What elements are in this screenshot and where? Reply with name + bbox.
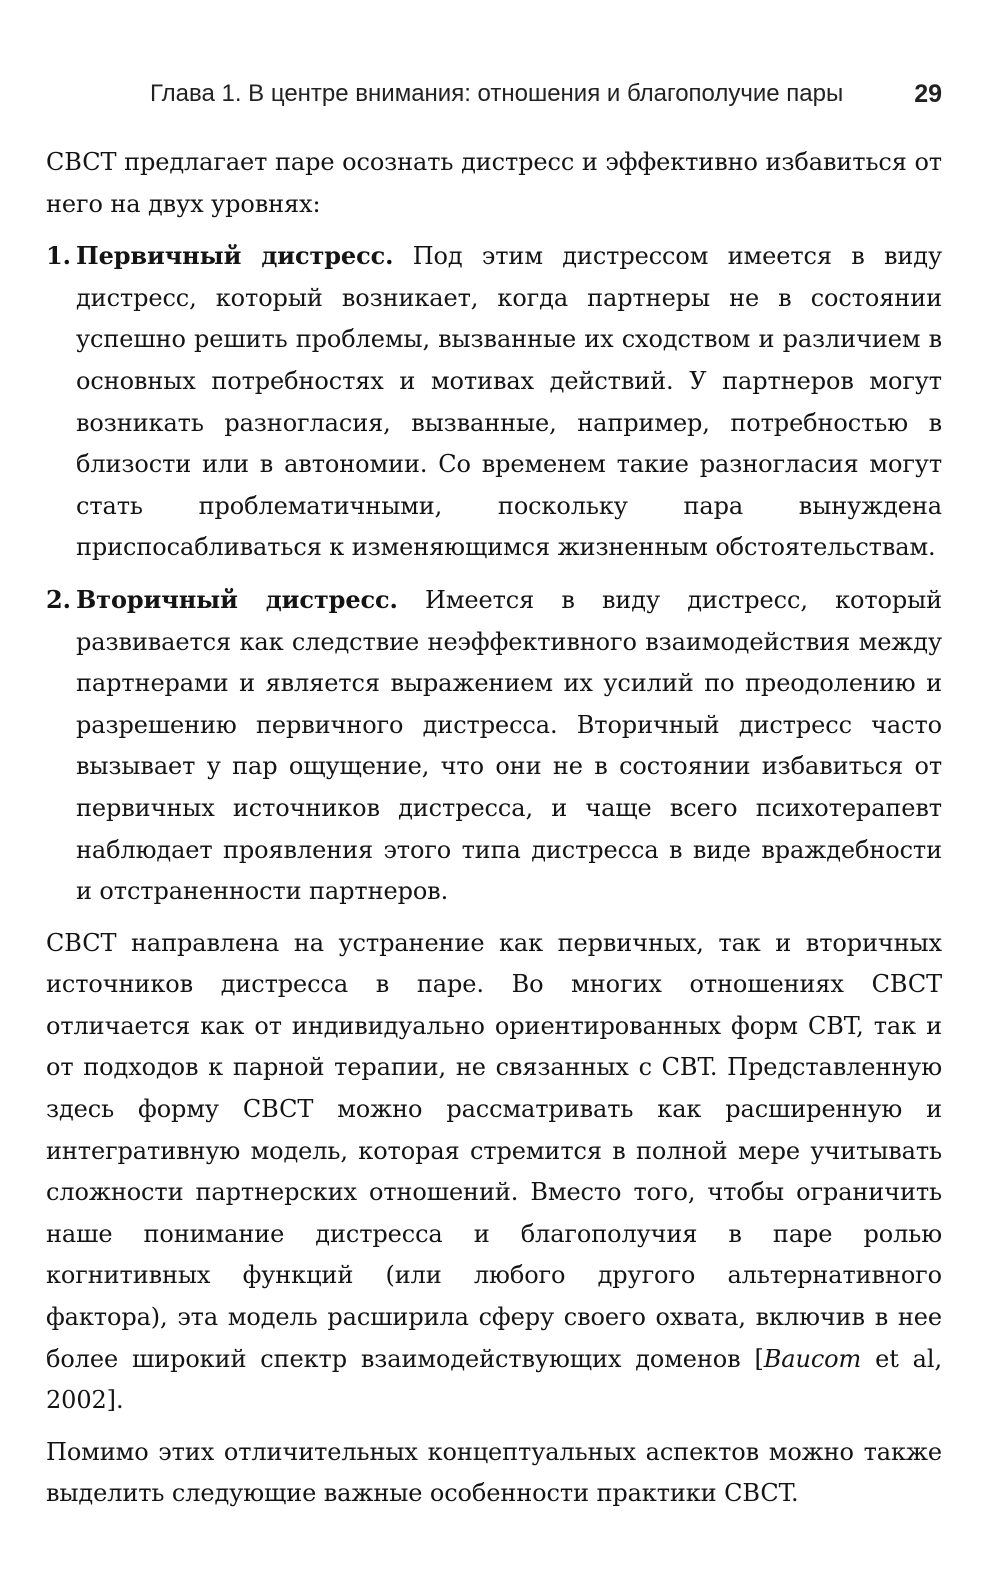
list-item-number: 2. (46, 584, 71, 614)
list-item-number: 1. (46, 241, 71, 271)
list-item-text: Имеется в виду дистресс, который развивается как следствие неэффективного взаимодействия между партнерами и является выражением их усилий по преодолению и разрешению первичного дистресса. Вторичный дистресс часто вызывает у пар ощущение, что они не в состоянии избавиться от первичных источников дистресса, и чаще всего психотерапевт наблюдает проявления этого типа дистресса в виде враждебности и отстраненности партнеров. (76, 585, 943, 906)
closing-paragraph: Помимо этих отличительных концептуальных аспектов можно также выделить следующие важные особенности практики CBCT. (46, 1437, 942, 1508)
chapter-title: Глава 1. В центре внимания: отношения и благополучие пары (150, 80, 844, 107)
distress-list (46, 235, 942, 913)
list-item-secondary-distress (46, 579, 942, 913)
page-number: 29 (914, 80, 942, 108)
list-item-term: Вторичный дистресс. (76, 584, 398, 614)
running-header (150, 80, 942, 116)
body-text (46, 142, 942, 1515)
list-item-primary-distress (46, 235, 942, 569)
citation-rest: et al, 2002]. (46, 1344, 942, 1415)
cbct-paragraph (46, 923, 942, 1422)
citation-author: Baucom (763, 1344, 862, 1373)
list-item-text: Под этим дистрессом имеется в виду дистресс, который возникает, когда партнеры не в состоянии успешно решить проблемы, вызванные их сходством и различием в основных потребностях и мотивах действий. У партнеров могут возникать разногласия, вызванные, например, потребностью в близости или в автономии. Со временем такие разногласия могут стать проблематичными, поскольку пара вынуждена приспосабливаться к изменяющимся жизненным обстоятельствам. (76, 242, 942, 562)
paragraph-text: CBCT направлена на устранение как первичных, так и вторичных источников дистресса в паре. Во многих отношениях CBCT отличается как от индивидуально ориентированных форм CBT, так и от подходов к парной терапии, не связанных с CBT. Представленную здесь форму CBCT можно рассматривать как расширенную и интегративную модель, которая стремится в полной мере учитывать сложности партнерских отношений. Вместо того, чтобы ограничить наше понимание дистресса и благополучия в паре ролью когнитивных функций (или любого другого альтернативного фактора), эта модель расширила сферу своего охвата, включив в нее более широкий спектр взаимодействующих доменов [ (46, 928, 942, 1373)
intro-paragraph: CBCT предлагает паре осознать дистресс и эффективно избавиться от него на двух уровнях: (46, 148, 942, 218)
list-item-term: Первичный дистресс. (76, 241, 394, 271)
